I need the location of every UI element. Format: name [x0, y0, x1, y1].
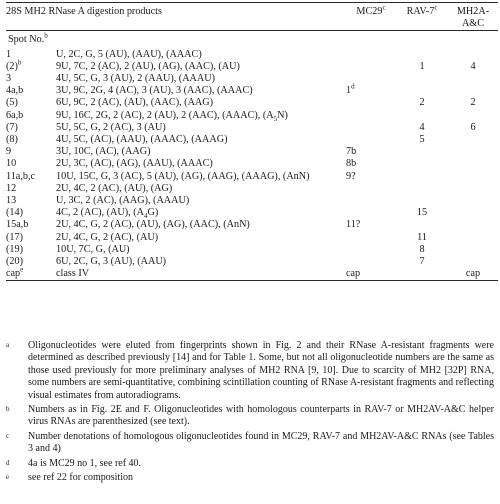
table-bottom-rule [6, 281, 498, 284]
digestion-products: 6U, 2C, G, 3 (AU), (AAU) [56, 256, 167, 268]
digestion-products: 3U, 9C, 2G, 4 (AC), 3 (AU), 3 (AAC), (AAAC) [56, 85, 253, 97]
footnote [6, 404, 494, 429]
mh2a-value [448, 49, 498, 61]
spot-number: 11a,b,c [6, 170, 36, 182]
spot-number: 15a,b [6, 219, 29, 231]
table-row [6, 207, 498, 219]
mc29-value [346, 110, 396, 122]
footnote-label: b [6, 405, 10, 414]
mh2a-value [448, 232, 498, 244]
mh2a-value [448, 207, 498, 219]
mh2a-value: 2 [470, 97, 476, 109]
mh2a-value: cap [465, 268, 481, 280]
mh2a-value [448, 73, 498, 85]
table-row [6, 61, 498, 73]
digestion-products: 4C, 2 (AC), (AU), $(A_4G)$ [56, 207, 159, 221]
footnote-text: Numbers as in Fig. 2E and F. Oligonucleotides with homologous counterparts in RAV-7 or MH2AV-A&C helper virus RNAs are parenthesized (see text). [28, 404, 494, 428]
digestion-products: 2U, 4C, G, 2 (AC), (AU), (AG), (AAC), (AnN) [56, 219, 250, 231]
footnote-text: Number denotations of homologous oligonucleotides found in MC29, RAV-7 and MH2AV-A&C RNAs (see Tables 3 and 4) [28, 430, 494, 455]
digestion-products: 10U, 15C, G, 3 (AC), 5 (AU), (AG), (AAG), (AAAG), (AnN) [56, 170, 310, 182]
rav7-value: 1 [419, 60, 425, 72]
spot-number: 6a,b [6, 109, 24, 121]
digestion-products: 3U, 10C, (AC), (AAG) [56, 146, 151, 158]
footnotes [6, 340, 494, 486]
rav7-value [396, 171, 448, 183]
rav7-value [396, 146, 448, 158]
rav7-value [396, 73, 448, 85]
mc29-value [346, 195, 396, 207]
spot-number: (19) [6, 243, 23, 255]
footnote [6, 472, 494, 484]
rav7-value: 2 [419, 97, 425, 109]
table-row [6, 268, 498, 281]
spot-number: 4a,b [6, 85, 24, 97]
header-products: 28S MH2 RNase A digestion products [6, 6, 162, 17]
table-row [6, 85, 498, 97]
digestion-products: 2U, 4C, G, 2 (AC), (AU) [56, 231, 159, 243]
spot-number: (8) [6, 134, 18, 146]
footnote-label: a [6, 341, 10, 349]
table-row [6, 158, 498, 170]
spot-number: 10 [6, 158, 17, 170]
rav7-value: 8 [419, 243, 425, 255]
rav7-value: 11 [417, 231, 427, 243]
mc29-value [346, 256, 396, 268]
footnote [6, 340, 494, 402]
table-row [6, 232, 498, 244]
mc29-value: 1$^d$ [346, 82, 355, 97]
rav7-value [396, 195, 448, 207]
mh2a-value [448, 219, 498, 231]
mh2a-value [448, 195, 498, 207]
rav7-value [396, 110, 448, 122]
footnote-label: e [6, 473, 10, 482]
mc29-value [346, 61, 396, 73]
mh2a-value [448, 183, 498, 195]
mc29-value [346, 244, 396, 256]
mc29-value: 9? [346, 170, 356, 182]
rav7-value: 5 [419, 134, 425, 146]
table-row [6, 146, 498, 158]
mh2a-value [448, 244, 498, 256]
spot-header: Spot No.$^b$ [8, 32, 48, 46]
mc29-value [346, 183, 396, 195]
table-row [6, 195, 498, 207]
mh2a-value [448, 146, 498, 158]
digestion-products: 9U, 7C, 2 (AC), 2 (AU), (AG), (AAC), (AU) [56, 60, 240, 72]
spot-number: 9 [6, 146, 12, 158]
digestion-products: U, 3C, 2 (AC), (AAG), (AAAU) [56, 195, 190, 207]
spot-number: $(2)^b$ [6, 58, 22, 72]
spot-number: (20) [6, 256, 23, 268]
rav7-value [396, 219, 448, 231]
mc29-value [346, 49, 396, 61]
rav7-value: 4 [419, 121, 425, 133]
spot-number: (17) [6, 231, 23, 243]
table-row [6, 110, 498, 122]
table-row [6, 244, 498, 256]
spot-number: cap$^e$ [6, 265, 24, 280]
mc29-value: 7b [346, 146, 357, 158]
mh2a-value [448, 110, 498, 122]
footnote [6, 431, 494, 456]
footnote-label: c [6, 431, 10, 440]
mc29-value [346, 134, 396, 146]
rnase-digestion-table [6, 2, 498, 283]
table-row [6, 122, 498, 134]
header-mh2a: MH2A- A&C [456, 6, 490, 30]
digestion-products: 2U, 3C, (AC), (AG), (AAU), (AAAC) [56, 158, 213, 170]
table-row [6, 219, 498, 231]
mc29-value: 11? [346, 219, 361, 231]
spot-number: 1 [6, 48, 12, 60]
table-row [6, 97, 498, 109]
header-row [6, 3, 498, 31]
rav7-value: 15 [416, 207, 428, 219]
rav7-value: 7 [419, 256, 425, 268]
digestion-products: 6U, 9C, 2 (AC), (AU), (AAC), (AAG) [56, 97, 214, 109]
rav7-value [396, 158, 448, 170]
digestion-products: 5U, 5C, G, 2 (AC), 3 (AU) [56, 121, 166, 133]
spot-number: 12 [6, 182, 17, 194]
mc29-value: 8b [346, 158, 357, 170]
spot-header-row [6, 34, 498, 48]
table-row [6, 256, 498, 268]
table-row [6, 171, 498, 183]
table-row [6, 134, 498, 146]
mh2a-value [448, 158, 498, 170]
rav7-value [396, 85, 448, 97]
digestion-products: 10U, 7C, G, (AU) [56, 243, 130, 255]
mh2a-value: 4 [470, 60, 476, 72]
header-rav7: RAV-7$^c$ [406, 3, 438, 17]
footnote-text: 4a is MC29 no 1, see ref 40. [28, 457, 142, 469]
digestion-products: 4U, 5C, G, 3 (AU), 2 (AAU), (AAAU) [56, 73, 216, 85]
footnote [6, 458, 494, 470]
spot-number: 13 [6, 195, 17, 207]
rav7-value [396, 49, 448, 61]
mh2a-value [448, 134, 498, 146]
footnote-label: d [6, 458, 10, 467]
spot-number: 3 [6, 73, 12, 85]
digestion-products: 4U, 5C, (AC), (AAU), (AAAC), (AAAG) [56, 134, 228, 146]
footnote-text: Oligonucleotides were eluted from fingerprints shown in Fig. 2 and their RNase A-resistant fragments were determined as described previously [14] and for Table 1. Some, but not all oligonucleotide numbers are the same as those used previously for more preliminary analyses of MH2 RNA [9, 10]. Due to scarcity of MH2 [32P] RNA, some numbers are semi-quantitative, combining scintillation counting of RNase A-resistant fragments and reflecting visual estimates from autoradiograms. [28, 340, 494, 401]
mc29-value [346, 122, 396, 134]
mh2a-value [448, 85, 498, 97]
footnote-text: see ref 22 for composition [28, 472, 133, 484]
mh2a-value [448, 256, 498, 268]
digestion-products: U, 2C, G, 5 (AU), (AAU), (AAAC) [56, 48, 202, 60]
mh2a-value: 6 [470, 121, 476, 133]
digestion-products: class IV [56, 268, 90, 280]
spot-number: (5) [6, 97, 18, 109]
rav7-value [396, 268, 448, 281]
table-row [6, 73, 498, 85]
spot-number: (7) [6, 121, 18, 133]
rav7-value [396, 183, 448, 195]
header-mc29: MC29$^c$ [356, 3, 386, 17]
mc29-value: cap [346, 268, 361, 280]
mh2a-value [448, 171, 498, 183]
table-row [6, 49, 498, 61]
digestion-products: 2U, 4C, 2 (AC), (AU), (AG) [56, 182, 173, 194]
mc29-value [346, 232, 396, 244]
mc29-value [346, 207, 396, 219]
spot-number: (14) [6, 207, 23, 219]
table-row [6, 183, 498, 195]
digestion-products: 9U, 16C, 2G, 2 (AC), 2 (AU), 2 (AAC), (AAAC), $(A_5N)$ [56, 109, 288, 123]
mc29-value [346, 97, 396, 109]
